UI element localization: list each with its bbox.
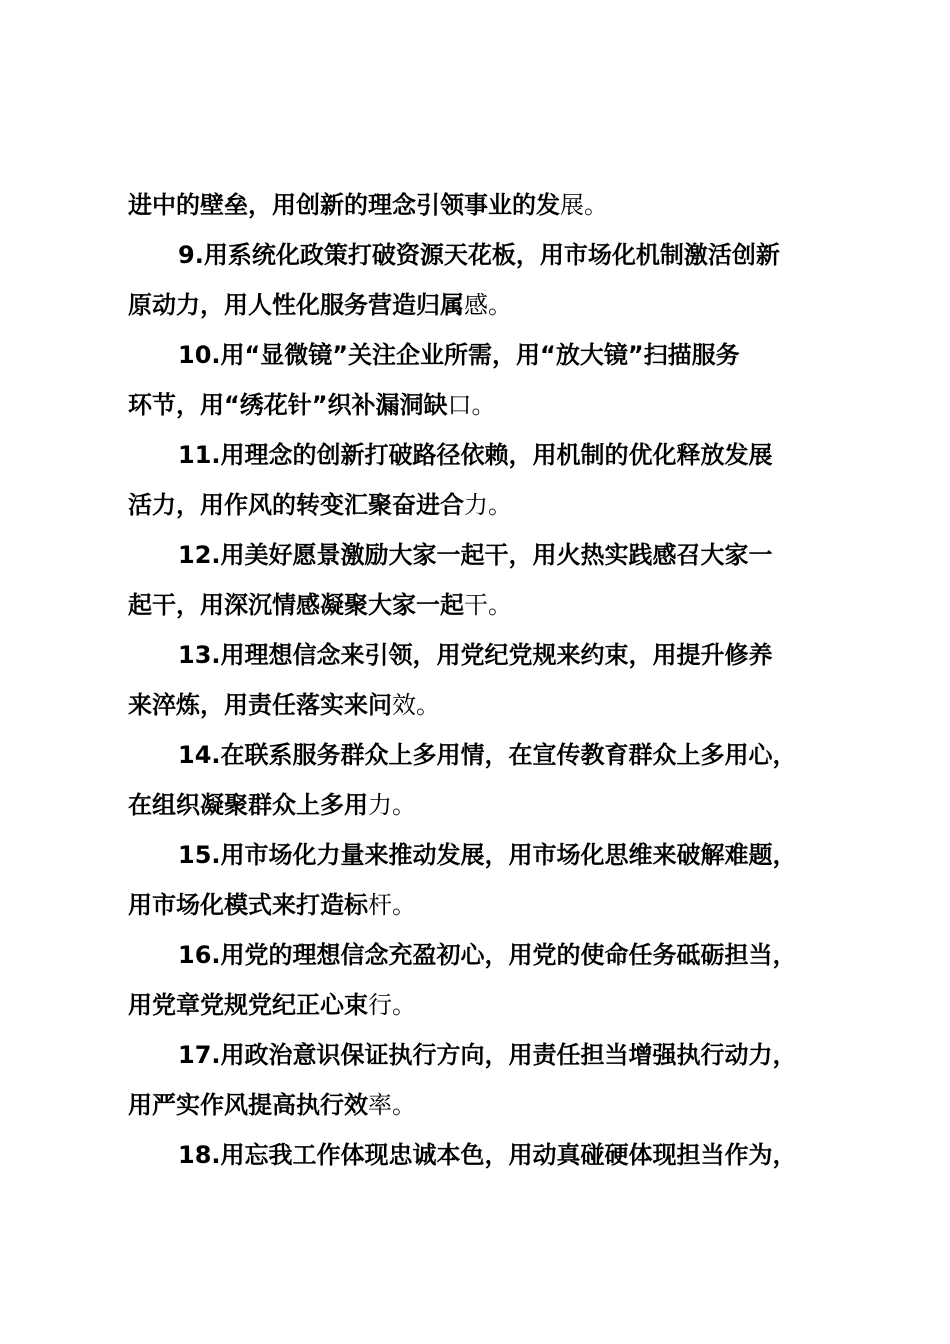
line-text-normal: 口。 bbox=[447, 391, 496, 419]
paragraph-line bbox=[128, 430, 840, 480]
line-text-normal: 干。 bbox=[464, 591, 512, 619]
line-text-bold: 15.用市场化力量来推动发展，用市场化思维来破解难题， bbox=[178, 841, 797, 869]
paragraph-item-11 bbox=[128, 430, 840, 530]
paragraph-line bbox=[128, 230, 840, 280]
line-text-normal: 展。 bbox=[560, 191, 608, 219]
paragraph-item-12 bbox=[128, 530, 840, 630]
line-text-bold: 用市场化模式来打造标 bbox=[128, 891, 368, 919]
paragraph-item-15 bbox=[128, 830, 840, 930]
paragraph-line bbox=[128, 630, 840, 680]
paragraph-item-14 bbox=[128, 730, 840, 830]
line-text-bold: 14.在联系服务群众上多用情，在宣传教育群众上多用心， bbox=[178, 741, 797, 769]
paragraph-line bbox=[128, 1130, 840, 1180]
paragraph-line bbox=[128, 580, 840, 630]
paragraph-item-18 bbox=[128, 1130, 840, 1180]
line-text-bold: 用严实作风提高执行效 bbox=[128, 1091, 368, 1119]
paragraph-line bbox=[128, 380, 840, 430]
line-text-bold: 在组织凝聚群众上多用 bbox=[128, 791, 368, 819]
paragraph-item-17 bbox=[128, 1030, 840, 1130]
line-text-bold: 来淬炼，用责任落实来问 bbox=[128, 691, 392, 719]
line-text-bold: 11.用理念的创新打破路径依赖，用机制的优化释放发展 bbox=[178, 441, 773, 469]
paragraph-line bbox=[128, 930, 840, 980]
line-text-bold: 9.用系统化政策打破资源天花板，用市场化机制激活创新 bbox=[178, 241, 780, 269]
line-text-bold: 进中的壁垒，用创新的理念引领事业的发 bbox=[128, 191, 560, 219]
paragraph-line bbox=[128, 330, 840, 380]
line-text-bold: 13.用理想信念来引领，用党纪党规来约束，用提升修养 bbox=[178, 641, 773, 669]
line-text-normal: 行。 bbox=[368, 991, 416, 1019]
paragraph-line bbox=[128, 1080, 840, 1130]
paragraph-line bbox=[128, 730, 840, 780]
paragraph-line bbox=[128, 780, 840, 830]
line-text-bold: 环节，用“绣花针”织补漏洞缺 bbox=[128, 391, 448, 419]
line-text-bold: 原动力，用人性化服务营造归属 bbox=[128, 291, 464, 319]
document-body bbox=[128, 180, 840, 1180]
paragraph-item-13 bbox=[128, 630, 840, 730]
paragraph-line bbox=[128, 1030, 840, 1080]
paragraph-line bbox=[128, 280, 840, 330]
line-text-bold: 18.用忘我工作体现忠诚本色，用动真碰硬体现担当作为， bbox=[178, 1141, 797, 1169]
paragraph-line bbox=[128, 480, 840, 530]
line-text-normal: 率。 bbox=[368, 1091, 416, 1119]
paragraph-item-10 bbox=[128, 330, 840, 430]
paragraph-line bbox=[128, 530, 840, 580]
line-text-bold: 活力，用作风的转变汇聚奋进合 bbox=[128, 491, 464, 519]
paragraph-line bbox=[128, 830, 840, 880]
line-text-normal: 力。 bbox=[464, 491, 512, 519]
line-text-normal: 感。 bbox=[464, 291, 512, 319]
line-text-normal: 杆。 bbox=[368, 891, 416, 919]
line-text-bold: 用党章党规党纪正心束 bbox=[128, 991, 368, 1019]
paragraph-item-9 bbox=[128, 230, 840, 330]
line-text-bold: 10.用“显微镜”关注企业所需，用“放大镜”扫描服务 bbox=[178, 341, 740, 369]
line-text-bold: 12.用美好愿景激励大家一起干，用火热实践感召大家一 bbox=[178, 541, 773, 569]
line-text-bold: 17.用政治意识保证执行方向，用责任担当增强执行动力， bbox=[178, 1041, 797, 1069]
paragraph-line bbox=[128, 680, 840, 730]
line-text-normal: 力。 bbox=[368, 791, 416, 819]
paragraph-continuation bbox=[128, 180, 840, 230]
line-text-bold: 16.用党的理想信念充盈初心，用党的使命任务砥砺担当， bbox=[178, 941, 797, 969]
paragraph-line bbox=[128, 880, 840, 930]
paragraph-item-16 bbox=[128, 930, 840, 1030]
line-text-bold: 起干，用深沉情感凝聚大家一起 bbox=[128, 591, 464, 619]
line-text-normal: 效。 bbox=[392, 691, 440, 719]
paragraph-line bbox=[128, 980, 840, 1030]
paragraph-line bbox=[128, 180, 840, 230]
